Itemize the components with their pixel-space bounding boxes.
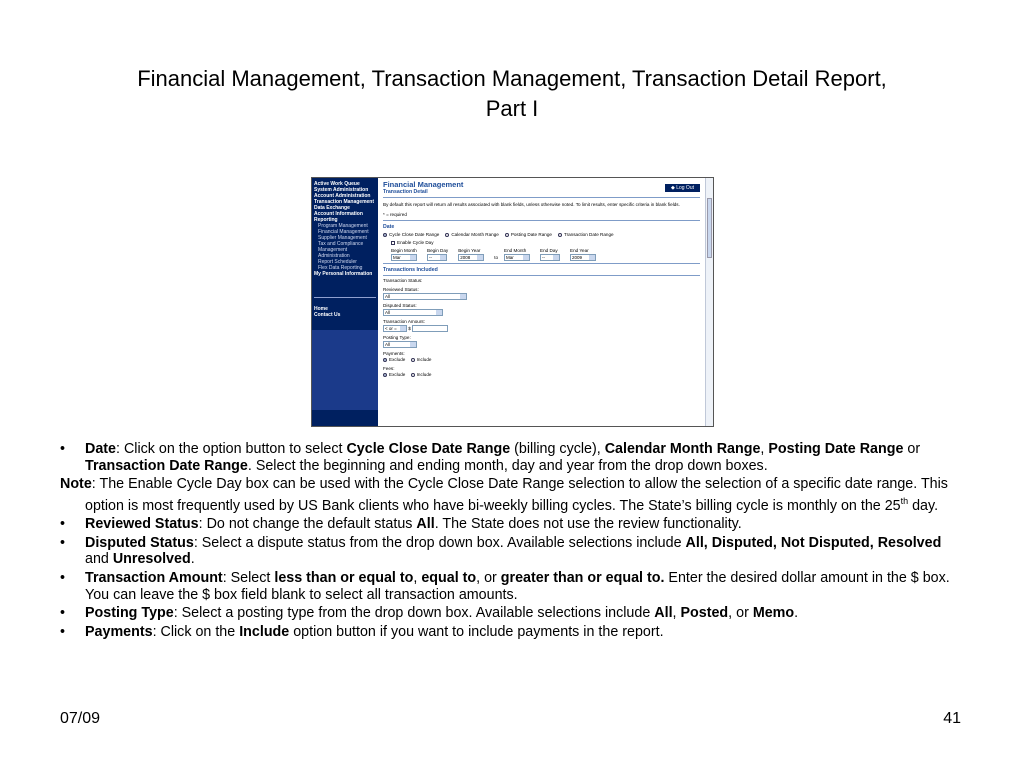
transactions-heading: Transactions Included [383, 267, 438, 273]
to-label: to [494, 254, 499, 260]
divider [383, 263, 700, 264]
bullet-payments: • Payments: Click on the Include option button if you want to include payments in the report. [60, 623, 664, 640]
slide-body [60, 441, 960, 642]
bullet-icon: • [60, 623, 66, 640]
radio-icon [445, 233, 449, 237]
radio-selected-icon [383, 373, 387, 377]
end-year-select[interactable]: 2009 [570, 254, 596, 261]
header-divider [383, 197, 700, 198]
begin-year-label: Begin Year [458, 248, 481, 253]
begin-month-label: Begin Month [391, 248, 417, 253]
sidebar-item-home[interactable]: Home [314, 306, 328, 312]
bullet-icon: • [60, 534, 66, 551]
exclude-label: Exclude [389, 372, 406, 378]
sidebar-item-account-information[interactable]: Account Information [314, 211, 363, 217]
sidebar-subitem-administration[interactable]: Administration [318, 253, 350, 259]
divider [383, 275, 700, 276]
sidebar-item-contact-us[interactable]: Contact Us [314, 312, 341, 318]
reviewed-status-label: Reviewed Status: [383, 287, 419, 292]
disputed-status-label: Disputed Status: [383, 303, 417, 308]
payments-label: Payments: [383, 351, 405, 357]
sidebar-subitem-flex-data-reporting[interactable]: Flex Data Reporting [318, 265, 363, 271]
page-subtitle: Transaction Detail [383, 189, 428, 195]
sidebar-subitem-program-management[interactable]: Program Management [318, 223, 368, 229]
logout-button[interactable] [665, 184, 700, 192]
radio-selected-icon [383, 358, 387, 362]
sidebar-item-active-work-queue[interactable]: Active Work Queue [314, 181, 360, 187]
begin-month-select[interactable]: Mar [391, 254, 417, 261]
bullet-icon: • [60, 605, 66, 622]
posting-type-select[interactable]: All [383, 341, 417, 348]
date-range-options [383, 232, 700, 238]
option-label: Transaction Date Range [563, 232, 614, 237]
embedded-screenshot [311, 177, 714, 427]
checkbox-icon [391, 241, 395, 245]
dollar-sign: $ [408, 326, 411, 331]
vertical-scrollbar[interactable] [705, 178, 713, 426]
end-day-label: End Day [540, 248, 558, 253]
sidebar-item-data-exchange[interactable]: Data Exchange [314, 205, 350, 211]
amount-operator-select[interactable]: < or = [383, 325, 407, 332]
fees-exclude-option[interactable] [383, 372, 405, 377]
sidebar-subitem-financial-management[interactable]: Financial Management [318, 229, 369, 235]
date-selects-row [383, 248, 700, 261]
transaction-status-label: Transaction Status: [383, 278, 423, 283]
bullet-icon: • [60, 516, 66, 533]
radio-icon [411, 373, 415, 377]
posting-type-label: Posting Type: [383, 335, 411, 341]
reviewed-status-select[interactable]: All [383, 293, 467, 300]
sidebar-item-reporting[interactable]: Reporting [314, 217, 338, 223]
sidebar-item-system-administration[interactable]: System Administration [314, 187, 369, 193]
sidebar-subitem-report-scheduler[interactable]: Report Scheduler [318, 259, 357, 265]
arrow-icon: ◆ [670, 184, 677, 191]
posting-date-option[interactable] [505, 232, 552, 238]
page-number: 41 [943, 710, 961, 727]
logout-label: Log Out [676, 184, 694, 191]
radio-selected-icon [383, 233, 387, 237]
end-month-select[interactable]: Mar [504, 254, 530, 261]
end-year-label: End Year [570, 248, 589, 253]
fees-include-option[interactable] [411, 372, 432, 377]
begin-day-select[interactable]: -- [427, 254, 447, 261]
sidebar-item-transaction-management[interactable]: Transaction Management [314, 199, 375, 205]
slide-title-line2: Part I [485, 96, 539, 121]
bullet-transaction-amount: • Transaction Amount: Select less than or equal to, equal to, or greater than or equal to. Enter the desired dollar amount in the $ box. You can leave the $ box field blank to select all transaction amounts. [60, 569, 950, 603]
bullet-icon: • [60, 441, 66, 457]
sidebar-item-account-administration[interactable]: Account Administration [314, 193, 371, 199]
sidebar-lower-panel [312, 330, 378, 410]
bullet-posting-type: • Posting Type: Select a posting type from the drop down box. Available selections include All, Posted, or Memo. [60, 605, 799, 622]
exclude-label: Exclude [389, 357, 406, 363]
sidebar-nav [312, 178, 378, 427]
transaction-amount-label: Transaction Amount: [383, 319, 425, 324]
required-note: * = required [383, 212, 407, 217]
option-label: Cycle Close Date Range [389, 232, 440, 237]
begin-year-select[interactable]: 2008 [458, 254, 484, 261]
bullet-reviewed-status: • Reviewed Status: Do not change the default status All. The State does not use the review functionality. [60, 516, 742, 533]
option-label: Calendar Month Range [451, 232, 499, 237]
enable-cycle-day-label: Enable Cycle Day [397, 240, 434, 245]
include-label: Include [416, 357, 432, 363]
payments-exclude-option[interactable] [383, 357, 405, 362]
sidebar-subitem-management[interactable]: Management [318, 247, 348, 253]
cycle-close-option[interactable] [383, 232, 439, 238]
amount-input[interactable] [412, 325, 448, 332]
sidebar-subitem-tax-compliance[interactable]: Tax and Compliance [318, 241, 364, 247]
date-heading: Date [383, 224, 395, 230]
slide-title-line1: Financial Management, Transaction Management, Transaction Detail Report, [137, 66, 887, 91]
divider [383, 220, 700, 221]
note-paragraph: Note: The Enable Cycle Day box can be used with the Cycle Close Date Range selection to allow the selection of a specific date range. This option is most frequently used by US Bank clients who have bi-weekly billing cycles. The State’s billing cycle is monthly on the 25th day. [60, 476, 948, 514]
include-label: Include [416, 372, 432, 378]
calendar-month-option[interactable] [445, 232, 499, 238]
sidebar-divider [314, 297, 376, 298]
transaction-date-option[interactable] [558, 232, 614, 238]
enable-cycle-day-checkbox[interactable] [391, 240, 434, 246]
footer-date: 07/09 [60, 710, 101, 727]
bullet-date: • Date: Click on the option button to select Cycle Close Date Range (billing cycle), Calendar Month Range, Posting Date Range or Transaction Date Range. Select the beginning and ending month, day and year from the drop down boxes. [60, 441, 921, 474]
payments-include-option[interactable] [411, 357, 432, 362]
enable-cycle-day-row [383, 240, 700, 246]
bullet-disputed-status: • Disputed Status: Select a dispute status from the drop down box. Available selections include All, Disputed, Not Disputed, Resolved and Unresolved. [60, 534, 942, 568]
slide-title [40, 64, 984, 124]
bullet-icon: • [60, 569, 66, 586]
begin-day-label: Begin Day [427, 248, 449, 253]
radio-icon [411, 358, 415, 362]
report-form [378, 178, 705, 426]
disputed-status-select[interactable]: All [383, 309, 443, 316]
intro-text: By default this report will return all results associated with blank fields, unless otherwise noted. To limit results, enter specific criteria in blank fields. [383, 202, 680, 207]
sidebar-item-personal-information[interactable]: My Personal Information [314, 271, 373, 277]
end-month-label: End Month [504, 248, 527, 253]
sidebar-subitem-supplier-management[interactable]: Supplier Management [318, 235, 367, 241]
option-label: Posting Date Range [510, 232, 552, 237]
fees-label: Fees: [383, 366, 395, 372]
page-title: Financial Management [383, 180, 464, 189]
scrollbar-thumb[interactable] [707, 198, 712, 258]
radio-icon [558, 233, 562, 237]
end-day-select[interactable]: -- [540, 254, 560, 261]
radio-icon [505, 233, 509, 237]
